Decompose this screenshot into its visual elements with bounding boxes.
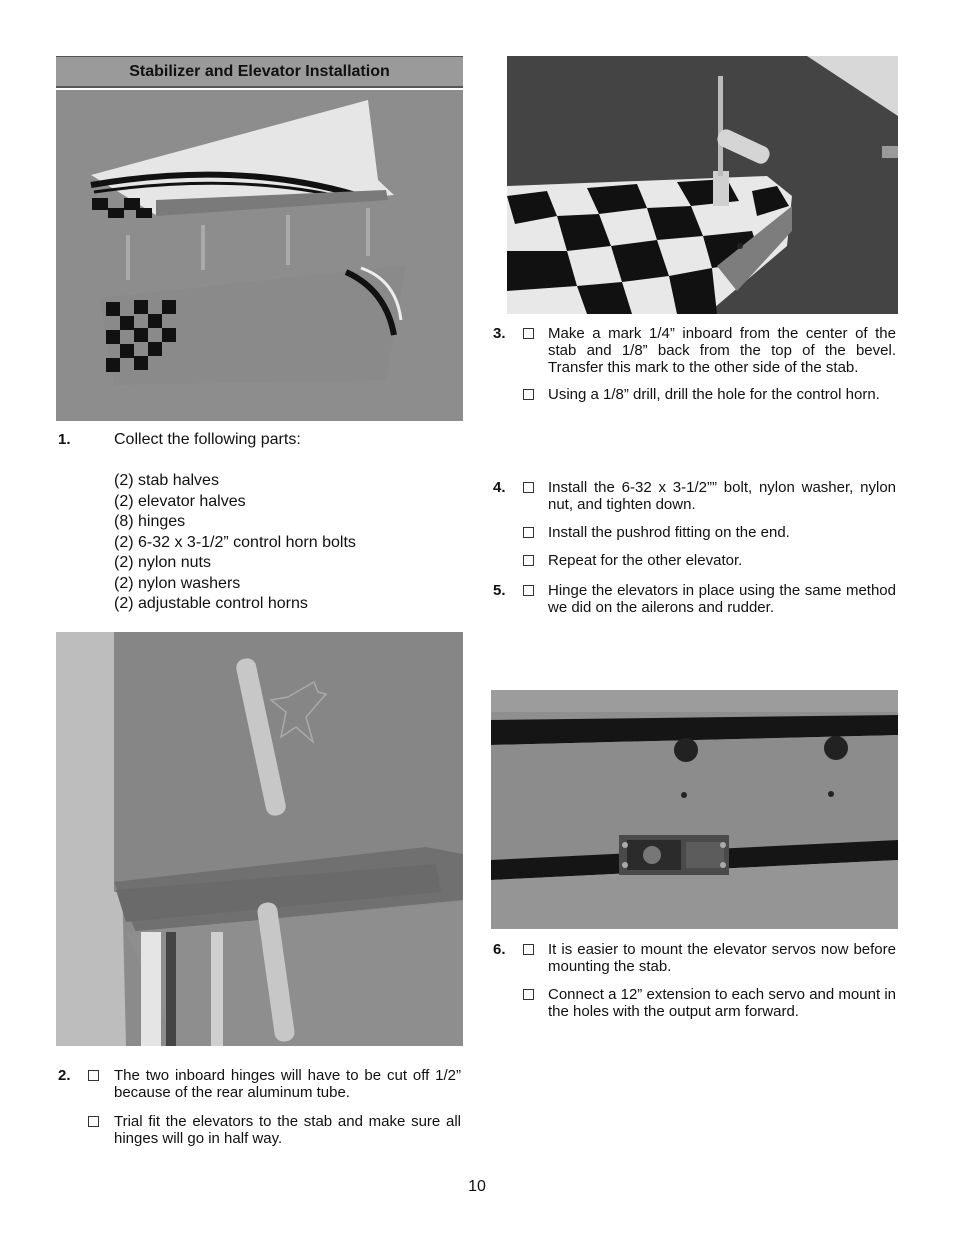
step-3 [491,325,898,425]
step-2-text: Trial fit the elevators to the stab and make sure all hinges will go in half way. [114,1113,461,1147]
step-3-number: 3. [493,325,506,342]
step-4-text: Install the pushrod fitting on the end. [548,524,790,541]
list-item: (2) stab halves [114,472,219,489]
step-4-text: Repeat for the other elevator. [548,552,743,569]
step-6 [491,941,898,1031]
hinge-fit-photo [56,632,463,1046]
checkbox[interactable] [88,1116,99,1127]
step-4-number: 4. [493,479,506,496]
step-4-text: Install the 6-32 x 3-1/2”” bolt, nylon washer, nylon nut, and tighten down. [548,479,896,513]
checkbox[interactable] [523,389,534,400]
stab-elevator-parts-photo [56,90,463,421]
step-1-number: 1. [58,431,71,448]
step-2-text: The two inboard hinges will have to be cut off 1/2” because of the rear aluminum tube. [114,1067,461,1101]
list-item: (2) 6-32 x 3-1/2” control horn bolts [114,533,356,551]
checkbox[interactable] [523,527,534,538]
elevator-servo-photo [491,690,898,929]
step-4 [491,479,898,574]
page-number: 10 [468,1178,486,1195]
checkbox[interactable] [523,989,534,1000]
list-item: (2) nylon washers [114,574,241,592]
step-2 [56,1067,463,1157]
step-6-number: 6. [493,941,506,958]
list-item: (8) hinges [114,513,186,530]
checkbox[interactable] [523,944,534,955]
checkbox[interactable] [523,585,534,596]
step-2-number: 2. [58,1067,71,1084]
step-1-intro: Collect the following parts: [114,431,301,448]
checkbox[interactable] [523,328,534,339]
step-3-text: Make a mark 1/4” inboard from the center of the stab and 1/8” back from the top of the bevel. Transfer this mark to the other side of the stab. [548,325,896,376]
step-5-text: Hinge the elevators in place using the same method we did on the ailerons and rudder. [548,582,896,616]
section-title: Stabilizer and Elevator Installation [56,56,463,88]
checkbox[interactable] [523,555,534,566]
step-6-text: It is easier to mount the elevator servos now before mounting the stab. [548,941,896,975]
step-1 [56,431,463,621]
list-item: (2) adjustable control horns [114,595,308,612]
step-5-number: 5. [493,582,506,599]
list-item: (2) elevator halves [114,492,246,510]
step-3-text: Using a 1/8” drill, drill the hole for the control horn. [548,386,880,403]
step-5 [491,582,898,622]
checkbox[interactable] [88,1070,99,1081]
checkbox[interactable] [523,482,534,493]
list-item: (2) nylon nuts [114,554,211,571]
parts-list [114,471,356,615]
control-horn-photo [507,56,898,314]
step-6-text: Connect a 12” extension to each servo and mount in the holes with the output arm forward. [548,986,896,1020]
